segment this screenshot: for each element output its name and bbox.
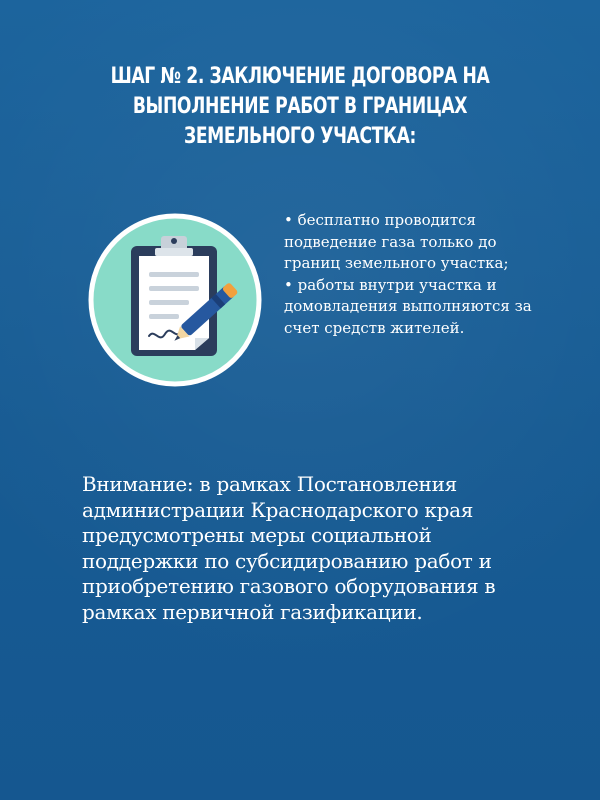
paper-line — [149, 300, 189, 305]
page-title: ШАГ № 2. ЗАКЛЮЧЕНИЕ ДОГОВОРА НА ВЫПОЛНЕНИЕ РАБОТ В ГРАНИЦАХ ЗЕМЕЛЬНОГО УЧАСТКА: — [110, 64, 490, 149]
bullet-list — [284, 210, 534, 339]
clipboard-clip-hole — [171, 238, 177, 244]
paper-line — [149, 286, 199, 291]
paper-line — [149, 314, 179, 319]
bullet-item: • работы внутри участка и домовладения выполняются за счет средств жителей. — [284, 275, 532, 337]
notice-text: Внимание: в рамках Постановления администрации Краснодарского края предусмотрены меры социальной поддержки по субсидированию работ и приобретению газового оборудования в рамках первичной газификации. — [82, 472, 496, 624]
clipboard-clip-base — [155, 248, 193, 256]
bullet-item: • бесплатно проводится подведение газа только до границ земельного участка; — [284, 211, 509, 272]
paper-line — [149, 272, 199, 277]
clipboard-contract-icon — [85, 210, 265, 390]
